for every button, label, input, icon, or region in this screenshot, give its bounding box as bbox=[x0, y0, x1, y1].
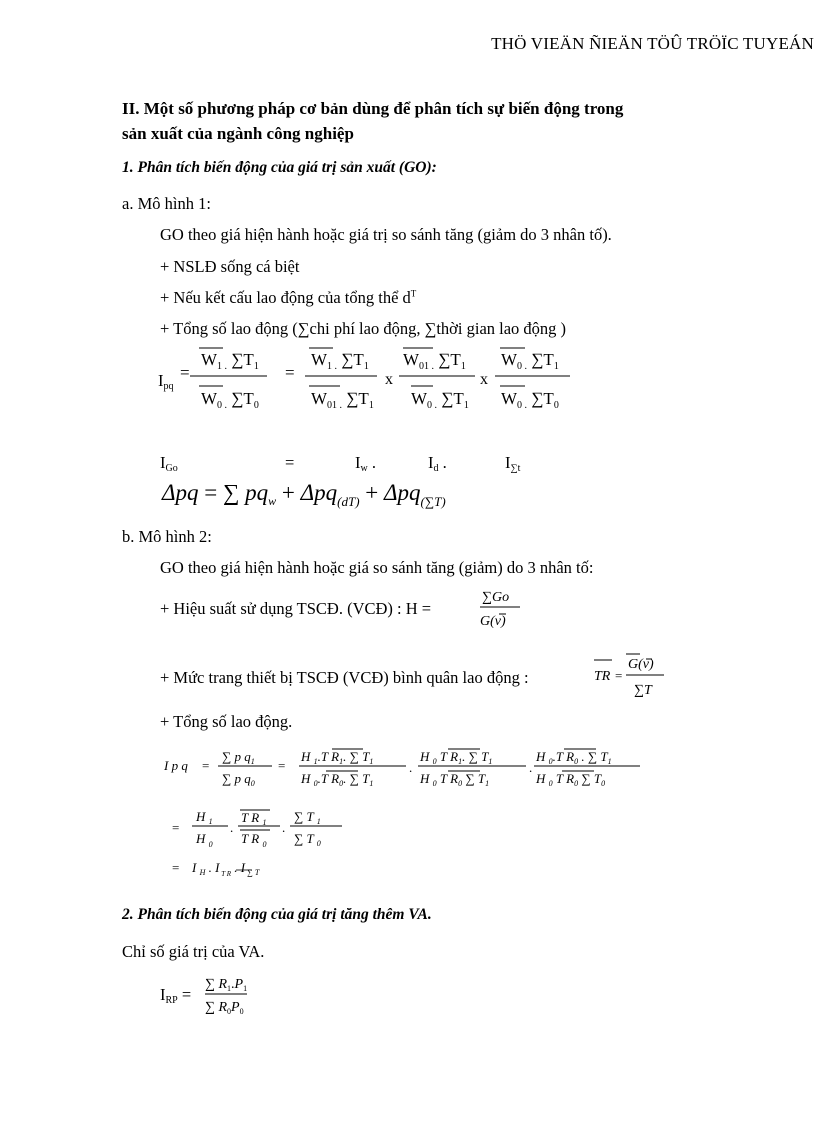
svg-text:∑ p q0: ∑ p $q_0$ bbox=[222, 771, 255, 788]
model2-formula bbox=[158, 742, 658, 882]
svg-text:W1 . ∑T1: $W_{1 .}$ $\sum T_1$ bbox=[201, 350, 259, 372]
ipq-lhs-sub: pq bbox=[163, 381, 174, 392]
model2-factor2: + Mức trang thiết bị TSCĐ (VCĐ) bình quân lao động : bbox=[160, 668, 529, 687]
model1-factor2-sup: T bbox=[410, 288, 417, 299]
svg-text:W0 . ∑T1: $W_{0 .}$ $\sum T_1$ bbox=[501, 350, 559, 372]
iw-i: I bbox=[355, 453, 361, 472]
irp-label: $I_{RP}$ = bbox=[160, 985, 192, 1006]
svg-text:Δpq = ∑ pqw + Δpq(dT) + Δpq(∑T: Δpq = ∑ $pq_w + \Delta pq_{(dT)} + \Delta pq_{(\sum T)}$ bbox=[162, 480, 446, 509]
delta-pq-formula bbox=[158, 476, 458, 512]
svg-text:H 0: H $_0$ bbox=[196, 831, 213, 849]
model2-factor1: + Hiệu suất sử dụng TSCĐ. (VCĐ) : H = bbox=[160, 599, 432, 618]
svg-text:H 1: H $_1$ bbox=[196, 809, 213, 826]
igo-label bbox=[160, 453, 178, 474]
svg-text:T R 1: T R $_1$ bbox=[241, 810, 267, 827]
svg-text:H 0.T R0. ∑ T1: H $_0$.T $R_0$. ∑ $T_1$ bbox=[301, 771, 374, 788]
irp-sub: RP bbox=[165, 995, 178, 1006]
svg-text:.: . bbox=[409, 760, 413, 775]
igo-sub: Go bbox=[165, 463, 178, 474]
svg-text:I p q: I p q bbox=[164, 758, 188, 773]
svg-text:W01 . ∑T1: $W_{01 .}$ $\sum T_1$ bbox=[403, 350, 466, 372]
igo-i: I bbox=[160, 453, 166, 472]
svg-text:I H . I T R . I ∑ T: I $_H$ . I $_{T R}$ . I $_{\sum T}$ bbox=[192, 860, 260, 878]
svg-text:.: . bbox=[282, 820, 286, 835]
svg-text:=: = bbox=[285, 363, 295, 382]
model1-factor2 bbox=[160, 288, 416, 308]
svg-text:∑ T 1: ∑ T $_1$ bbox=[294, 809, 321, 826]
svg-text:H 0 T R0 ∑ T1: H $_0$ T $R_0$ ∑ $T_1$ bbox=[420, 771, 490, 788]
svg-text:=: = bbox=[172, 820, 180, 835]
ipq-lhs bbox=[158, 371, 174, 392]
svg-text:H 1.T R1. ∑ T1: H $_1$.T $R_1$. ∑ $T_1$ bbox=[301, 749, 374, 766]
va-index-text: Chỉ số giá trị của VA. bbox=[122, 942, 265, 961]
id-i: I bbox=[428, 453, 434, 472]
model2-factor3: + Tổng số lao động. bbox=[160, 712, 293, 731]
subsection-2-title: 2. Phân tích biến động của giá trị tăng thêm VA. bbox=[122, 906, 432, 923]
svg-text:∑T: ∑T bbox=[634, 683, 652, 698]
model1-factor2-text: + Nếu kết cấu lao động của tổng thể d bbox=[160, 288, 411, 307]
frac-1 bbox=[190, 348, 267, 411]
model1-label: a. Mô hình 1: bbox=[122, 194, 211, 213]
svg-text:x: x bbox=[480, 371, 488, 388]
svg-text:H 0 T R0 ∑ T0: H $_0$ T $R_0$ ∑ $T_0$ bbox=[536, 771, 606, 788]
svg-text:H 0 T R1. ∑ T1: H $_0$ T $R_1$. ∑ $T_1$ bbox=[420, 749, 493, 766]
model2-label: b. Mô hình 2: bbox=[122, 527, 212, 546]
model1-formula bbox=[175, 340, 595, 425]
it-label bbox=[505, 453, 520, 474]
h-fraction bbox=[476, 586, 526, 636]
svg-text:G(v): G(v) bbox=[480, 614, 506, 629]
index-row-eq: = bbox=[285, 453, 295, 472]
id-sub: d bbox=[433, 463, 439, 474]
svg-text:∑Go: ∑Go bbox=[482, 590, 510, 605]
svg-text:.: . bbox=[230, 820, 234, 835]
svg-text:∑ T 0: ∑ T $_0$ bbox=[294, 831, 321, 848]
iw-sub: w bbox=[360, 463, 368, 474]
tr-fraction bbox=[590, 650, 670, 706]
svg-text:=: = bbox=[180, 363, 190, 382]
model2-intro: GO theo giá hiện hành hoặc giá so sánh tăng (giảm) do 3 nhân tố: bbox=[160, 558, 594, 577]
svg-text:.: . bbox=[529, 760, 533, 775]
frac-2 bbox=[305, 348, 377, 411]
svg-text:W0 . ∑T0: $W_{0 .}$ $\sum T_0$ bbox=[501, 389, 559, 411]
section-title-line1: II. Một số phương pháp cơ bản dùng để phân tích sự biến động trong bbox=[122, 99, 624, 118]
svg-text:W01 . ∑T1: $W_{01 .}$ $\sum T_1$ bbox=[311, 389, 374, 411]
it-sub: ∑t bbox=[510, 463, 521, 474]
frac-3 bbox=[399, 348, 475, 411]
svg-text:=: = bbox=[278, 758, 286, 773]
frac-4 bbox=[495, 348, 570, 411]
id-label: $I_d$ . bbox=[428, 453, 447, 474]
it-i: I bbox=[505, 453, 511, 472]
svg-text:∑ p q1: ∑ p $q_1$ bbox=[222, 749, 255, 766]
svg-text:x: x bbox=[385, 371, 393, 388]
irp-fraction bbox=[203, 972, 263, 1020]
svg-text:G(v): G(v) bbox=[628, 657, 654, 672]
model1-factor1: + NSLĐ sống cá biệt bbox=[160, 257, 300, 276]
svg-text:TR: TR bbox=[594, 669, 611, 684]
svg-text:W0 . ∑T0: $W_{0 .}$ $\sum T_0$ bbox=[201, 389, 259, 411]
model1-intro: GO theo giá hiện hành hoặc giá trị so sánh tăng (giảm do 3 nhân tố). bbox=[160, 225, 612, 244]
irp-i: I bbox=[160, 985, 166, 1004]
svg-text:=: = bbox=[172, 860, 180, 875]
ipq-lhs-i: I bbox=[158, 371, 164, 390]
section-title-line2: sản xuất của ngành công nghiệp bbox=[122, 124, 354, 143]
svg-text:W1 . ∑T1: $W_{1 .}$ $\sum T_1$ bbox=[311, 350, 369, 372]
subsection-1-title: 1. Phân tích biến động của giá trị sản xuất (GO): bbox=[122, 159, 437, 176]
svg-text:W0 . ∑T1: $W_{0 .}$ $\sum T_1$ bbox=[411, 389, 469, 411]
model1-factor3: + Tổng số lao động (∑chi phí lao động, ∑thời gian lao động ) bbox=[160, 319, 567, 338]
header-title: THÖ VIEÄN ÑIEÄN TÖÛ TRÖÏC TUYEÁN bbox=[491, 34, 814, 53]
iw-label: $I_w$ . bbox=[355, 453, 376, 474]
svg-text:=: = bbox=[615, 668, 623, 683]
svg-text:∑ R0P0: ∑ $R_0P_0$ bbox=[205, 1000, 244, 1016]
svg-text:∑ R1.P1: ∑ $R_1.P_1$ bbox=[205, 977, 248, 993]
svg-text:=: = bbox=[202, 758, 210, 773]
svg-text:H 0.T R0 . ∑ T1: H $_0$.T $R_0$ . ∑ $T_1$ bbox=[536, 749, 612, 766]
svg-text:T R 0: T R $_0$ bbox=[241, 831, 267, 849]
